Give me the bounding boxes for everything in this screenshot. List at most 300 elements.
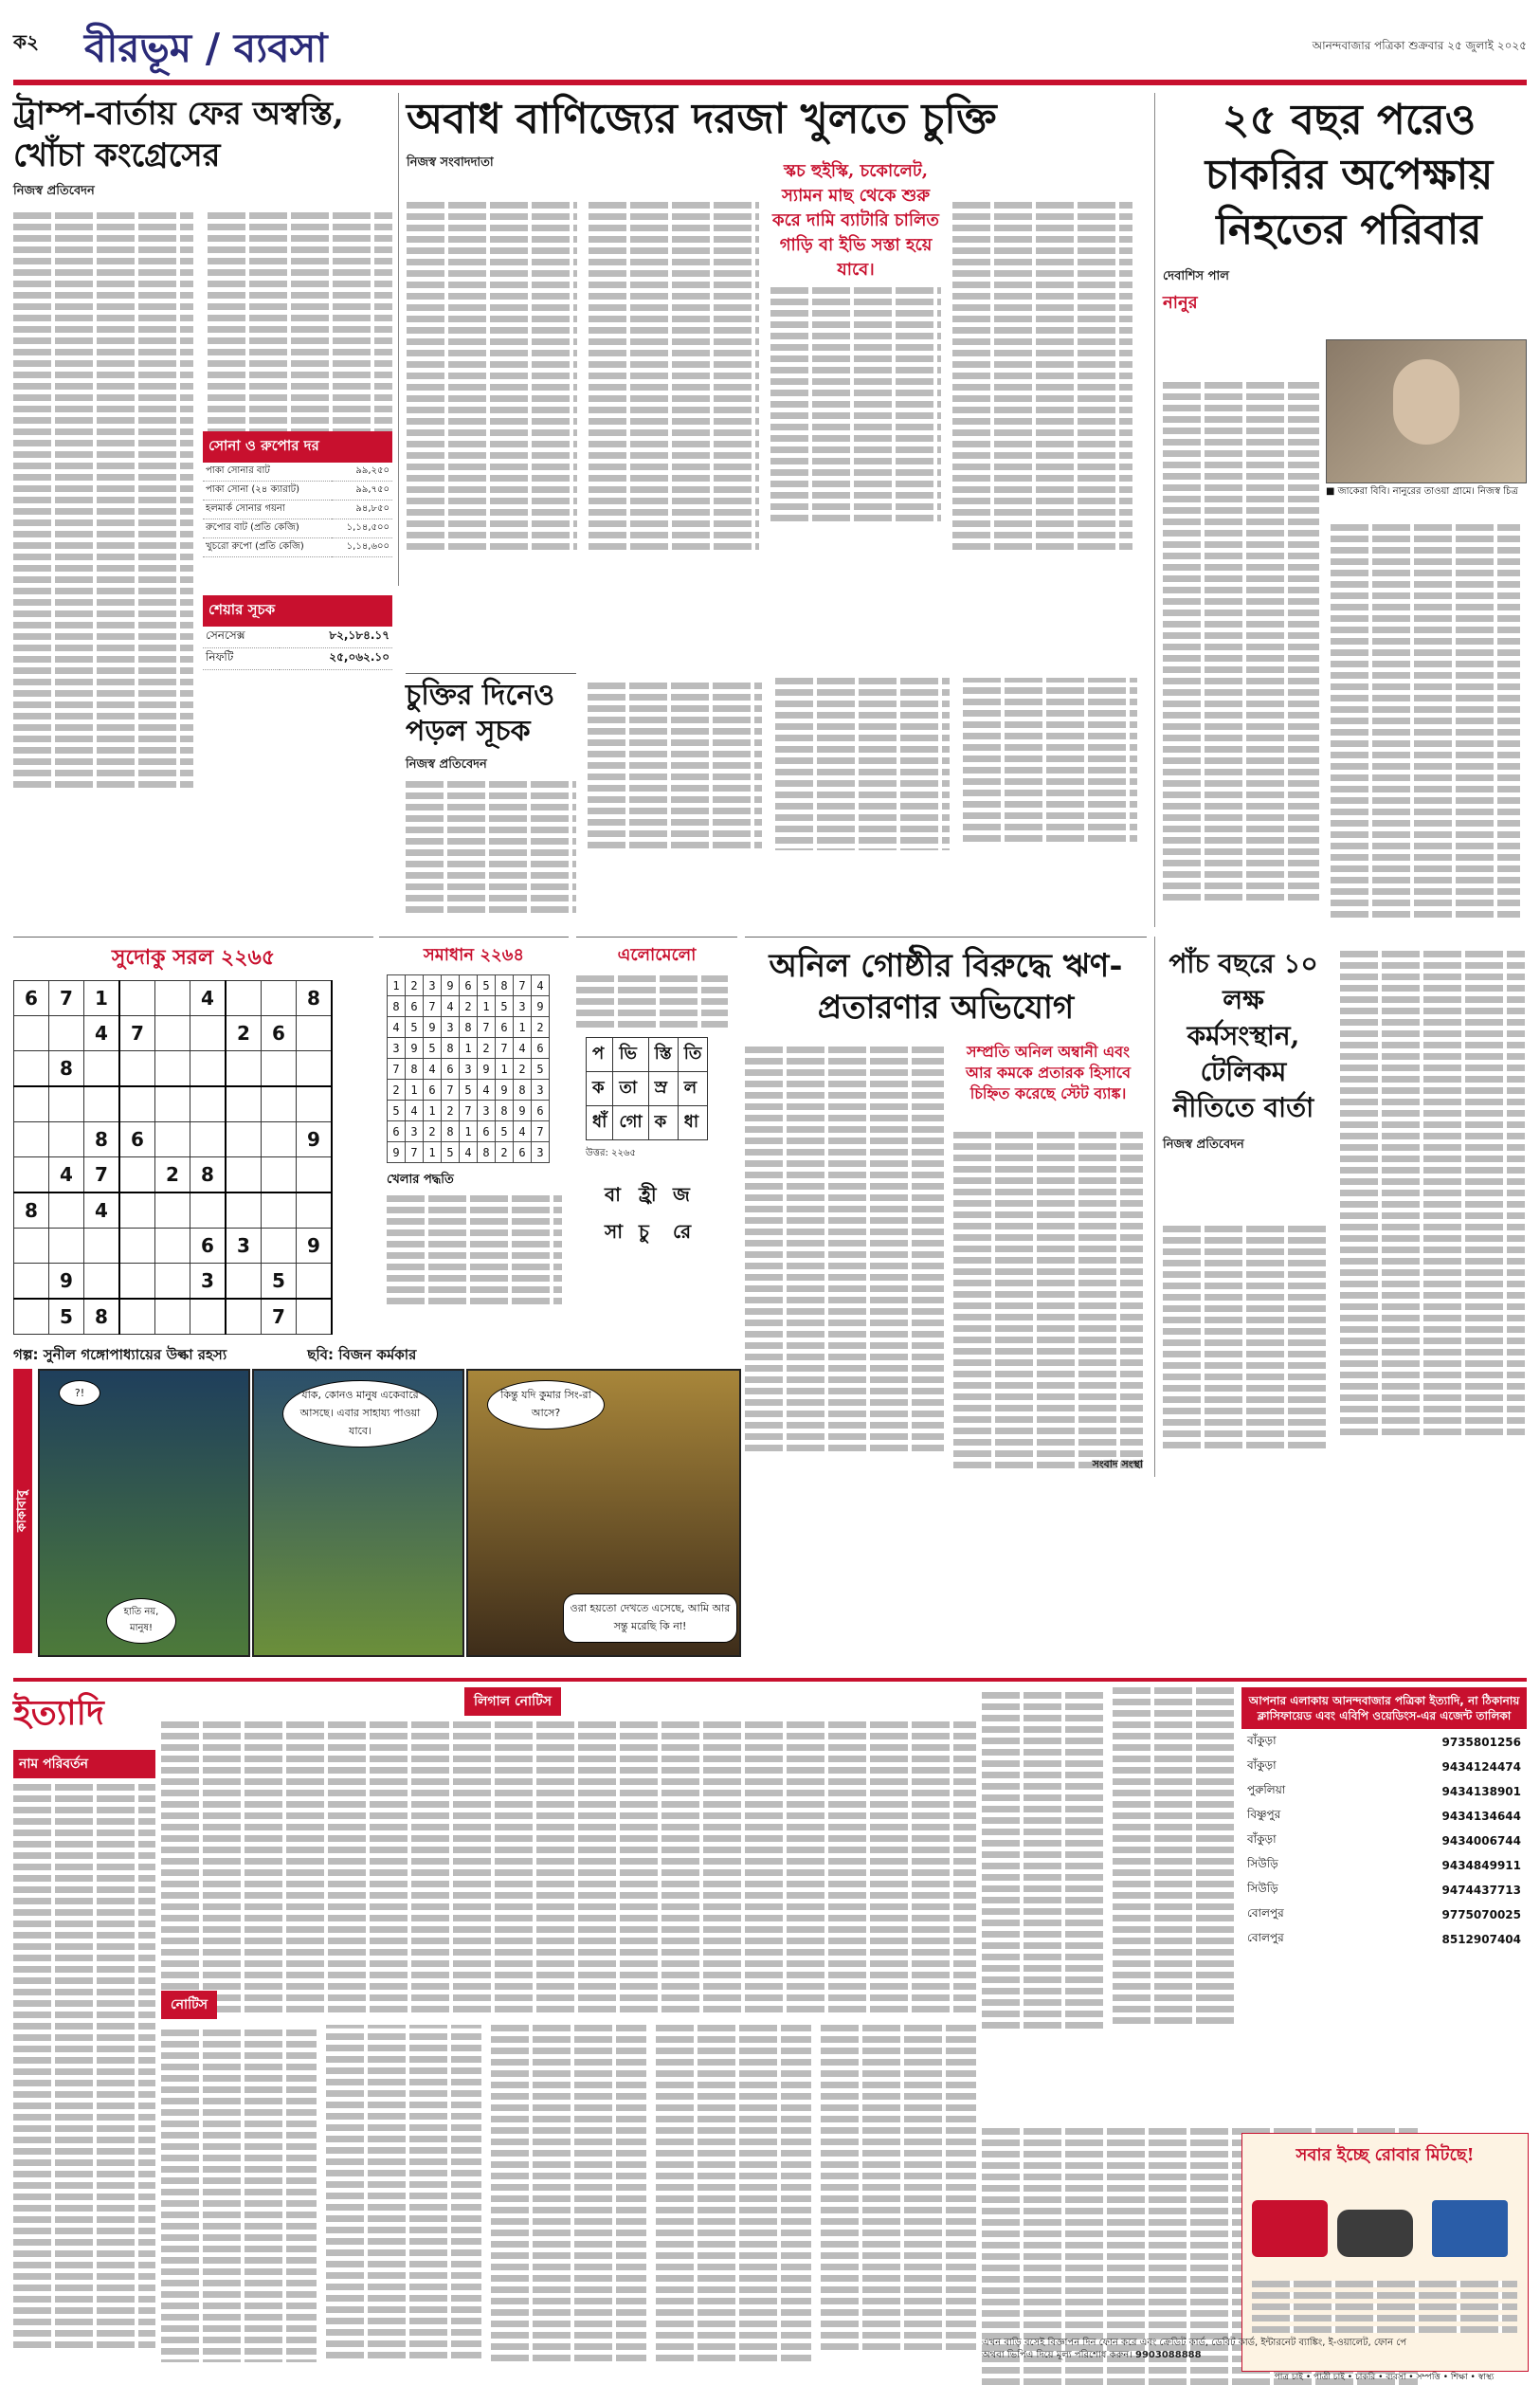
solution-cell: 7 <box>442 1080 460 1101</box>
solution-cell: 1 <box>496 1059 514 1080</box>
sudoku-cell: 9 <box>297 1229 333 1264</box>
jumble-cell[interactable]: ধা <box>678 1106 708 1140</box>
agent-area: পুরুলিয়া <box>1247 1783 1286 1796</box>
sudoku-cell[interactable] <box>155 1299 190 1335</box>
article-body <box>745 1042 944 1456</box>
classified-ads <box>13 1784 155 2348</box>
share-table <box>203 627 392 670</box>
sudoku-cell: 5 <box>49 1299 84 1335</box>
sudoku-cell[interactable] <box>262 1192 297 1229</box>
sudoku-cell[interactable] <box>297 1192 333 1229</box>
sudoku-cell: 4 <box>84 1016 120 1051</box>
sudoku-title: সুদোকু সরল ২২৬৫ <box>111 945 276 970</box>
sudoku-cell[interactable] <box>119 1086 155 1122</box>
paper-date: আনন্দবাজার পত্রিকা শুক্রবার ২৫ জুলাই ২০২৫ <box>1312 39 1527 52</box>
article-body-col2 <box>589 197 759 555</box>
solution-cell: 1 <box>514 1017 532 1038</box>
solution-cell: 8 <box>442 1121 460 1142</box>
agent-phone: 9775070025 <box>1441 1908 1521 1921</box>
solution-cell: 1 <box>424 1142 442 1163</box>
comic-art-credit: ছবি: বিজন কর্মকার <box>307 1346 417 1363</box>
sudoku-cell[interactable] <box>155 981 190 1016</box>
solution-cell: 7 <box>532 1121 550 1142</box>
rules-title: খেলার পদ্ধতি <box>387 1173 454 1187</box>
masthead <box>13 17 1527 72</box>
solution-cell: 4 <box>406 1101 424 1121</box>
solution-cell: 9 <box>406 1038 424 1059</box>
solution-cell: 6 <box>478 1121 496 1142</box>
sudoku-cell[interactable] <box>297 1157 333 1193</box>
sudoku-cell: 8 <box>297 981 333 1016</box>
sudoku-cell[interactable] <box>155 1122 190 1157</box>
sudoku-cell[interactable] <box>262 1051 297 1087</box>
byline: নিজস্ব প্রতিবেদন <box>1163 1138 1244 1152</box>
grid-row <box>388 1059 550 1080</box>
jumble-row <box>587 1106 708 1140</box>
solution-cell: 7 <box>460 1101 478 1121</box>
solution-cell: 8 <box>388 996 406 1017</box>
grid-row <box>388 1101 550 1121</box>
jumble-letter: রে <box>673 1220 692 1243</box>
article-body-col3 <box>770 282 941 526</box>
sudoku-cell[interactable] <box>14 1229 49 1264</box>
sudoku-cell: 2 <box>226 1016 262 1051</box>
agent-area: বাঁকুড়া <box>1247 1832 1277 1846</box>
sudoku-cell[interactable] <box>119 1192 155 1229</box>
jumble-cell[interactable]: গো <box>613 1106 648 1140</box>
agent-area: বাঁকুড়া <box>1247 1758 1277 1772</box>
comic-header <box>13 1344 737 1365</box>
comic-story-credit: গল্প: সুনীল গঙ্গোপাধ্যায়ের উল্কা রহস্য <box>13 1346 227 1363</box>
solution-cell: 3 <box>478 1101 496 1121</box>
sudoku-cell[interactable] <box>190 1086 226 1122</box>
solution-cell: 6 <box>514 1142 532 1163</box>
sudoku-cell[interactable] <box>226 1157 262 1193</box>
article-body-col2 <box>1340 946 1525 1440</box>
solution-cell: 1 <box>406 1080 424 1101</box>
sudoku-cell[interactable] <box>262 1229 297 1264</box>
comic-side-label: কাকাবাবু <box>13 1369 32 1653</box>
jumble-cell[interactable]: ভি <box>613 1038 648 1072</box>
jumble-cell[interactable]: প <box>587 1038 613 1072</box>
article-body <box>406 781 576 913</box>
jumble-block <box>576 937 737 1336</box>
jumble-row <box>587 1038 708 1072</box>
grid-row <box>14 1229 333 1264</box>
solution-cell: 9 <box>442 975 460 996</box>
sudoku-cell[interactable] <box>119 1264 155 1300</box>
solution-cell: 8 <box>514 1080 532 1101</box>
bottom-categories: পাত্র চাই • পাত্রী চাই • চাকরি • ব্যবসা • সম্পত্তি • শিক্ষা • স্বাস্থ্য <box>1274 2373 1495 2382</box>
jumble-extra <box>605 1181 737 1249</box>
sudoku-cell[interactable] <box>14 1157 49 1193</box>
solution-cell: 3 <box>388 1038 406 1059</box>
agent-row <box>1243 1854 1525 1877</box>
agent-row <box>1243 1731 1525 1754</box>
speech-bubble: কিন্তু যদি কুমার সিং-রা আসে? <box>487 1380 605 1429</box>
sudoku-cell[interactable] <box>297 1264 333 1300</box>
solution-cell: 4 <box>514 1038 532 1059</box>
sudoku-cell: 5 <box>262 1264 297 1300</box>
jumble-letter: সা <box>605 1220 624 1243</box>
sudoku-cell: 4 <box>190 981 226 1016</box>
sudoku-cell[interactable] <box>155 1016 190 1051</box>
story-market-body <box>588 678 1137 850</box>
solution-cell: 8 <box>496 975 514 996</box>
sudoku-cell[interactable] <box>262 981 297 1016</box>
article-body-col2 <box>1331 519 1520 922</box>
jumble-cell[interactable]: ধাঁ <box>587 1106 613 1140</box>
solution-cell: 8 <box>406 1059 424 1080</box>
sudoku-cell: 1 <box>84 981 120 1016</box>
jumble-cell[interactable]: স্তি <box>648 1038 678 1072</box>
sudoku-cell[interactable] <box>119 1157 155 1193</box>
jumble-cell[interactable]: স্র <box>648 1072 678 1106</box>
solution-cell: 8 <box>496 1101 514 1121</box>
jumble-cell[interactable]: ল <box>678 1072 708 1106</box>
sudoku-cell: 8 <box>84 1299 120 1335</box>
solution-cell: 2 <box>406 975 424 996</box>
headline: ২৫ বছর পরেও চাকরির অপেক্ষায় নিহতের পরিবার <box>1205 96 1494 254</box>
solution-cell: 3 <box>514 996 532 1017</box>
gold-table <box>203 463 392 557</box>
grid-row <box>388 1038 550 1059</box>
grid-row <box>14 981 333 1016</box>
byline: নিজস্ব প্রতিবেদন <box>13 184 95 198</box>
agent-phone: 9474437713 <box>1441 1884 1521 1897</box>
notice-ads <box>161 1991 976 2360</box>
solution-cell: 6 <box>388 1121 406 1142</box>
solution-cell: 6 <box>460 975 478 996</box>
grid-row <box>14 1086 333 1122</box>
solution-cell: 5 <box>388 1101 406 1121</box>
house-icon <box>1252 2200 1328 2257</box>
agent-row <box>1243 1903 1525 1926</box>
byline: দেবাশিস পাল <box>1163 269 1229 283</box>
sudoku-cell[interactable] <box>49 1229 84 1264</box>
sudoku-cell[interactable] <box>119 1051 155 1087</box>
grid-row <box>14 1192 333 1229</box>
legal-body <box>161 1721 976 2012</box>
sudoku-cell[interactable] <box>14 1299 49 1335</box>
story-trade <box>398 93 1155 586</box>
sudoku-cell: 6 <box>14 981 49 1016</box>
jumble-cell[interactable]: ক <box>648 1106 678 1140</box>
solution-cell: 3 <box>406 1121 424 1142</box>
jumble-instructions <box>576 975 728 1028</box>
sudoku-cell[interactable] <box>119 1229 155 1264</box>
solution-cell: 4 <box>442 996 460 1017</box>
sudoku-cell: 2 <box>155 1157 190 1193</box>
table-row: খুচরো রুপো (প্রতি কেজি) ১,১৪,৬০০ <box>203 538 392 557</box>
notice-title: নোটিস <box>161 1991 217 2019</box>
sudoku-cell[interactable] <box>155 1229 190 1264</box>
jumble-answer: উত্তর: ২২৬৫ <box>586 1148 636 1158</box>
headline: চুক্তির দিনেও পড়ল সূচক <box>406 679 555 748</box>
agent-area: বিষ্ণুপুর <box>1247 1808 1281 1821</box>
solution-cell: 4 <box>388 1017 406 1038</box>
table-row: হলমার্ক সোনার গয়না ৯৪,৮৫০ <box>203 501 392 519</box>
notice-body <box>161 2025 976 2362</box>
jumble-cell[interactable]: ক <box>587 1072 613 1106</box>
page-number: ক২ <box>13 30 39 53</box>
jumble-cell[interactable]: তা <box>613 1072 648 1106</box>
sudoku-cell[interactable] <box>262 1086 297 1122</box>
solution-cell: 8 <box>460 1017 478 1038</box>
section-title: বীরভূম / ব্যবসা <box>84 25 328 71</box>
jumble-letter: হ্রী <box>639 1183 657 1206</box>
sudoku-cell[interactable] <box>155 1264 190 1300</box>
sudoku-cell: 8 <box>49 1051 84 1087</box>
agent-phone: 9434006744 <box>1441 1834 1521 1848</box>
sudoku-cell[interactable] <box>119 1299 155 1335</box>
solution-cell: 3 <box>532 1080 550 1101</box>
court-notice-body <box>982 1687 1236 2031</box>
grid-row <box>14 1016 333 1051</box>
sudoku-cell[interactable] <box>262 1157 297 1193</box>
portrait-figure <box>1393 359 1459 445</box>
sudoku-cell[interactable] <box>262 1122 297 1157</box>
sudoku-cell: 7 <box>84 1157 120 1193</box>
solution-cell: 4 <box>514 1121 532 1142</box>
solution-cell: 7 <box>388 1059 406 1080</box>
agent-row <box>1243 1928 1525 1951</box>
sudoku-cell[interactable] <box>226 1264 262 1300</box>
solution-cell: 1 <box>460 1121 478 1142</box>
car-icon <box>1337 2210 1413 2257</box>
solution-cell: 9 <box>514 1101 532 1121</box>
sudoku-cell: 7 <box>119 1016 155 1051</box>
sudoku-cell[interactable] <box>226 1122 262 1157</box>
article-body-col4 <box>952 197 1132 555</box>
solution-cell: 9 <box>424 1017 442 1038</box>
solution-cell: 6 <box>406 996 424 1017</box>
solution-cell: 5 <box>442 1142 460 1163</box>
agent-phone: 8512907404 <box>1441 1933 1521 1946</box>
story-jobs <box>1154 93 1535 927</box>
jumble-cell[interactable]: তি <box>678 1038 708 1072</box>
byline: সংবাদ সংস্থা <box>1092 1458 1143 1470</box>
solution-cell: 2 <box>424 1121 442 1142</box>
solution-cell: 9 <box>388 1142 406 1163</box>
agent-row <box>1243 1756 1525 1778</box>
speech-bubble: ওরা হয়তো দেখতে এসেছে, আমি আর সন্তু মরেছি কি না! <box>563 1593 737 1643</box>
solution-cell: 2 <box>460 996 478 1017</box>
agent-row <box>1243 1780 1525 1803</box>
solution-cell: 7 <box>478 1017 496 1038</box>
sudoku-cell[interactable] <box>14 1122 49 1157</box>
sudoku-cell[interactable] <box>226 981 262 1016</box>
solution-cell: 2 <box>532 1017 550 1038</box>
sudoku-cell[interactable] <box>84 1264 120 1300</box>
solution-block <box>379 937 569 1336</box>
sudoku-cell[interactable] <box>84 1051 120 1087</box>
sudoku-cell[interactable] <box>155 1086 190 1122</box>
footer-phone: 9903088888 <box>1134 2350 1202 2360</box>
article-body <box>407 197 577 555</box>
grid-row <box>388 1121 550 1142</box>
agent-area: সিউড়ি <box>1247 1857 1278 1870</box>
agent-title: আপনার এলাকায় আনন্দবাজার পত্রিকা ইত্যাদি, না ঠিকানায় ক্লাসিফায়েড এবং এবিপি ওয়েডিংস-এর এজেন্ট তালিকা <box>1241 1687 1527 1729</box>
solution-cell: 2 <box>496 1142 514 1163</box>
sudoku-cell[interactable] <box>297 1299 333 1335</box>
grid-row <box>14 1122 333 1157</box>
solution-cell: 6 <box>442 1059 460 1080</box>
agent-area: বোলপুর <box>1247 1931 1284 1944</box>
jumble-letter: জ <box>673 1183 690 1206</box>
headline: পাঁচ বছরে ১০ লক্ষ কর্মসংস্থান, টেলিকম নীতিতে বার্তা <box>1169 948 1318 1123</box>
sudoku-cell[interactable] <box>190 1016 226 1051</box>
agent-row <box>1243 1830 1525 1852</box>
court-notices <box>982 1687 1236 2123</box>
table-row: পাকা সোনার বাট ৯৯,২৫০ <box>203 463 392 482</box>
sudoku-cell[interactable] <box>190 1192 226 1229</box>
sudoku-cell[interactable] <box>84 1086 120 1122</box>
sudoku-cell: 9 <box>297 1122 333 1157</box>
solution-cell: 5 <box>496 1121 514 1142</box>
sudoku-cell[interactable] <box>190 1051 226 1087</box>
solution-cell: 2 <box>478 1038 496 1059</box>
sudoku-cell[interactable] <box>14 1016 49 1051</box>
sudoku-cell: 6 <box>119 1122 155 1157</box>
solution-title: সমাধান ২২৬৪ <box>423 945 525 965</box>
pullquote: স্কচ হুইস্কি, চকোলেট, স্যামন মাছ থেকে শুরু করে দামি ব্যাটারি চালিত গাড়ি বা ইভি সস্তা হয়ে যাবে। <box>772 161 939 280</box>
jumble-title: এলোমেলো <box>617 945 697 965</box>
solution-cell: 4 <box>478 1080 496 1101</box>
jumble-grid[interactable] <box>586 1037 708 1140</box>
solution-cell: 7 <box>424 996 442 1017</box>
sudoku-cell[interactable] <box>49 1016 84 1051</box>
solution-cell: 8 <box>478 1142 496 1163</box>
sudoku-cell: 8 <box>84 1122 120 1157</box>
sudoku-cell: 7 <box>262 1299 297 1335</box>
solution-grid <box>387 974 550 1163</box>
sudoku-cell: 9 <box>49 1264 84 1300</box>
solution-cell: 3 <box>532 1142 550 1163</box>
solution-cell: 5 <box>478 975 496 996</box>
solution-cell: 7 <box>406 1142 424 1163</box>
solution-cell: 2 <box>388 1080 406 1101</box>
solution-cell: 5 <box>406 1017 424 1038</box>
byline: নিজস্ব প্রতিবেদন <box>406 757 487 772</box>
solution-cell: 6 <box>532 1038 550 1059</box>
grid-row <box>388 975 550 996</box>
sudoku-cell[interactable] <box>14 1086 49 1122</box>
comic-panel-1 <box>38 1369 250 1657</box>
table-row: পাকা সোনা (২৪ ক্যারাট) ৯৯,৭৫০ <box>203 482 392 501</box>
speech-bubble: হাতি নয়, মানুষ! <box>106 1598 176 1644</box>
solution-cell: 9 <box>496 1080 514 1101</box>
sudoku-cell[interactable] <box>226 1086 262 1122</box>
sudoku-cell[interactable] <box>155 1051 190 1087</box>
solution-cell: 1 <box>424 1101 442 1121</box>
sudoku-cell[interactable] <box>297 1086 333 1122</box>
solution-cell: 9 <box>532 996 550 1017</box>
promo-body <box>1252 2276 1517 2338</box>
byline: নিজস্ব সংবাদদাতা <box>407 155 494 170</box>
agent-phone: 9735801256 <box>1441 1736 1521 1749</box>
article-body-col2 <box>208 208 392 440</box>
classifieds-footer <box>982 2337 1418 2375</box>
sudoku-cell[interactable] <box>14 1264 49 1300</box>
solution-cell: 9 <box>478 1059 496 1080</box>
sudoku-cell[interactable] <box>49 1122 84 1157</box>
sudoku-cell[interactable] <box>190 1122 226 1157</box>
agent-phone: 9434849911 <box>1441 1859 1521 1872</box>
sudoku-cell[interactable] <box>226 1192 262 1229</box>
table-row: সেনসেক্স ৮২,১৮৪.১৭ <box>203 627 392 648</box>
solution-cell: 7 <box>496 1038 514 1059</box>
comic-panel-2 <box>252 1369 464 1657</box>
solution-cell: 2 <box>514 1059 532 1080</box>
solution-cell: 1 <box>478 996 496 1017</box>
laptop-icon <box>1432 2200 1508 2257</box>
table-row: নিফটি ২৫,০৬২.১০ <box>203 648 392 670</box>
solution-cell: 4 <box>532 975 550 996</box>
share-title: শেয়ার সূচক <box>203 595 392 627</box>
agent-area: বাঁকুড়া <box>1247 1734 1277 1747</box>
article-body <box>1163 1221 1329 1453</box>
agent-list-box <box>1241 1687 1527 2095</box>
agent-phone: 9434124474 <box>1441 1760 1521 1774</box>
story-telecom <box>1154 937 1535 1477</box>
jumble-row <box>587 1072 708 1106</box>
photo <box>1326 339 1527 483</box>
grid-row <box>14 1264 333 1300</box>
classifieds-rule <box>13 1678 1527 1682</box>
sudoku-cell: 3 <box>226 1229 262 1264</box>
sudoku-cell: 4 <box>49 1157 84 1193</box>
grid-row <box>388 996 550 1017</box>
photo-caption: ■ জাকেরা বিবি। নানুরের তাওয়া গ্রামে। নিজস্ব চিত্র <box>1326 486 1518 497</box>
grid-row <box>388 1017 550 1038</box>
sudoku-grid[interactable] <box>13 980 333 1335</box>
sudoku-cell: 7 <box>49 981 84 1016</box>
sudoku-cell[interactable] <box>190 1299 226 1335</box>
pullquote: সম্প্রতি অনিল অম্বানী এবং আর কমকে প্রতারক হিসাবে চিহ্নিত করেছে স্টেট ব্যাঙ্ক। <box>966 1043 1131 1102</box>
jumble-letter: চু <box>639 1220 649 1243</box>
grid-row <box>14 1157 333 1193</box>
solution-cell: 3 <box>460 1059 478 1080</box>
sudoku-cell[interactable] <box>14 1051 49 1087</box>
sudoku-cell[interactable] <box>49 1086 84 1122</box>
sudoku-cell: 3 <box>190 1264 226 1300</box>
sudoku-cell[interactable] <box>297 1016 333 1051</box>
sudoku-cell[interactable] <box>297 1051 333 1087</box>
solution-cell: 8 <box>442 1038 460 1059</box>
section-name-change: নাম পরিবর্তন <box>13 1750 155 1778</box>
sudoku-cell[interactable] <box>155 1192 190 1229</box>
sudoku-cell: 6 <box>262 1016 297 1051</box>
comic-panel-3 <box>466 1369 741 1657</box>
headline: ট্রাম্প-বার্তায় ফের অস্বস্তি, খোঁচা কংগ্রেসের <box>13 95 344 174</box>
solution-cell: 3 <box>424 975 442 996</box>
sudoku-cell[interactable] <box>226 1299 262 1335</box>
speech-bubble: ?! <box>59 1380 100 1406</box>
story-anil <box>745 937 1147 1478</box>
sudoku-cell[interactable] <box>84 1229 120 1264</box>
sudoku-cell[interactable] <box>119 981 155 1016</box>
solution-cell: 2 <box>442 1101 460 1121</box>
classifieds-brand: ইত্যাদি <box>13 1693 104 1733</box>
headline: অবাধ বাণিজ্যের দরজা খুলতে চুক্তি <box>407 95 997 143</box>
agent-area: সিউড়ি <box>1247 1882 1278 1895</box>
solution-cell: 5 <box>532 1059 550 1080</box>
solution-cell: 5 <box>496 996 514 1017</box>
grid-row <box>388 1142 550 1163</box>
sudoku-cell[interactable] <box>226 1051 262 1087</box>
sudoku-cell[interactable] <box>49 1192 84 1229</box>
